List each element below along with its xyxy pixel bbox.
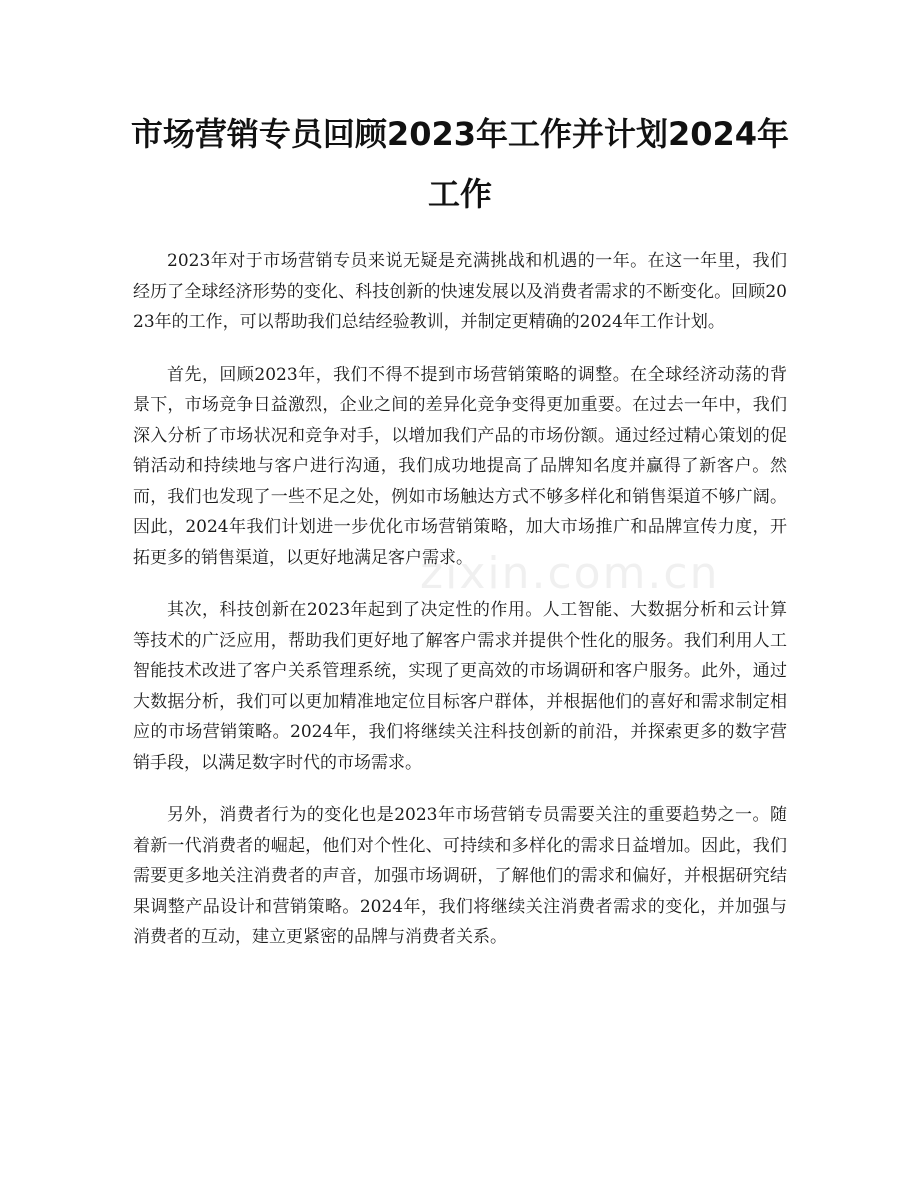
paragraph-intro: 2023年对于市场营销专员来说无疑是充满挑战和机遇的一年。在这一年里，我们经历了全球经济形势的变化、科技创新的快速发展以及消费者需求的不断变化。回顾2023年的工作，可以帮助我们总结经验教训，并制定更精确的2024年工作计划。 — [133, 251, 787, 332]
paragraph-consumer: 另外，消费者行为的变化也是2023年市场营销专员需要关注的重要趋势之一。随着新一代消费者的崛起，他们对个性化、可持续和多样化的需求日益增加。因此，我们需要更多地关注消费者的声音，加强市场调研，了解他们的需求和偏好，并根据研究结果调整产品设计和营销策略。2024年，我们将继续关注消费者需求的变化，并加强与消费者的互动，建立更紧密的品牌与消费者关系。 — [133, 805, 787, 947]
watermark: zixin.com.cn — [420, 548, 720, 599]
paragraph-technology: 其次，科技创新在2023年起到了决定性的作用。人工智能、大数据分析和云计算等技术的广泛应用，帮助我们更好地了解客户需求并提供个性化的服务。我们利用人工智能技术改进了客户关系管理系统，实现了更高效的市场调研和客户服务。此外，通过大数据分析，我们可以更加精准地定位目标客户群体，并根据他们的喜好和需求制定相应的市场营销策略。2024年，我们将继续关注科技创新的前沿，并探索更多的数字营销手段，以满足数字时代的市场需求。 — [133, 600, 787, 773]
document-title: 市场营销专员回顾2023年工作并计划2024年工作 — [130, 115, 790, 213]
paragraph-strategy: 首先，回顾2023年，我们不得不提到市场营销策略的调整。在全球经济动荡的背景下，市场竞争日益激烈，企业之间的差异化竞争变得更加重要。在过去一年中，我们深入分析了市场状况和竞争对手，以增加我们产品的市场份额。通过经过精心策划的促销活动和持续地与客户进行沟通，我们成功地提高了品牌知名度并赢得了新客户。然而，我们也发现了一些不足之处，例如市场触达方式不够多样化和销售渠道不够广阔。因此，2024年我们计划进一步优化市场营销策略，加大市场推广和品牌宣传力度，开拓更多的销售渠道，以更好地满足客户需求。 — [133, 364, 787, 568]
document-body — [133, 246, 787, 975]
